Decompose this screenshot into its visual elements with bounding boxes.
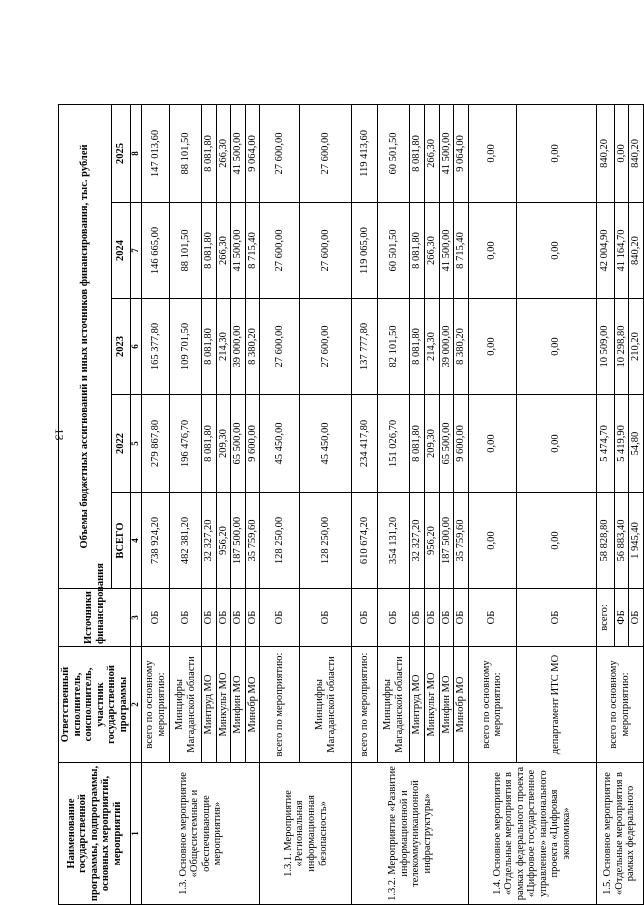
executor-cell: Минфин МО [231, 647, 246, 763]
year-amount-cell: 27 600,00 [300, 203, 352, 299]
year-amount-cell: 8 081,80 [410, 395, 425, 493]
executor-cell: Минобр МО [454, 647, 469, 763]
year-amount-cell: 42 004,90 [596, 203, 614, 299]
funding-source-cell: ОБ [142, 589, 170, 647]
activity-name-cell: 1.5. Основное мероприятие «Отдельные мероприятия в рамках федерального [596, 763, 643, 905]
year-amount-cell: 0,00 [468, 104, 516, 202]
year-amount-cell: 0,00 [516, 104, 596, 202]
year-amount-cell: 165 377,80 [142, 299, 170, 395]
year-amount-cell: 266,30 [425, 104, 440, 202]
executor-cell: Минцифры Магаданской области [300, 647, 352, 763]
year-amount-cell: 840,20 [629, 104, 644, 202]
year-amount-cell: 0,00 [516, 395, 596, 493]
year-amount-cell: 9 600,00 [245, 395, 260, 493]
year-amount-cell: 8 380,20 [454, 299, 469, 395]
year-amount-cell: 10 298,80 [614, 299, 629, 395]
column-number: 3 [131, 589, 142, 647]
total-amount-cell: 738 924,20 [142, 493, 170, 589]
year-amount-cell: 196 476,70 [170, 395, 202, 493]
total-amount-cell: 35 759,60 [245, 493, 260, 589]
year-amount-cell: 266,30 [216, 104, 231, 202]
executor-cell: всего по основному мероприятию: [142, 647, 170, 763]
column-number: 4 [131, 493, 142, 589]
rotated-table-container [58, 105, 642, 905]
year-amount-cell: 39 000,00 [439, 299, 454, 395]
table-row [352, 104, 378, 904]
year-amount-cell: 45 450,00 [300, 395, 352, 493]
year-amount-cell: 9 600,00 [454, 395, 469, 493]
year-amount-cell: 266,30 [216, 203, 231, 299]
activity-name-cell: 1.3. Основное мероприятие «Общесистемные и обеспечивающие мероприятия» [142, 763, 260, 905]
year-amount-cell: 41 500,00 [439, 104, 454, 202]
year-amount-cell: 27 600,00 [260, 104, 300, 202]
year-amount-cell: 60 501,50 [378, 104, 410, 202]
table-row [596, 104, 614, 904]
year-amount-cell: 8 715,40 [245, 203, 260, 299]
header-executor: Ответственный исполнитель, соисполнитель, участник государственной программы [59, 647, 131, 763]
funding-source-cell: ОБ [300, 589, 352, 647]
total-amount-cell: 354 131,20 [378, 493, 410, 589]
executor-cell: Минтруд МО [410, 647, 425, 763]
page-number: 13 [52, 428, 67, 441]
column-number: 7 [131, 203, 142, 299]
header-year-2022: 2022 [112, 395, 131, 493]
executor-cell: всего по мероприятию: [260, 647, 300, 763]
year-amount-cell: 119 413,60 [352, 104, 378, 202]
executor-cell: Минкульт МО [216, 647, 231, 763]
funding-source-cell: ОБ [245, 589, 260, 647]
year-amount-cell: 27 600,00 [260, 299, 300, 395]
executor-cell: всего по мероприятию: [352, 647, 378, 763]
header-year-2024: 2024 [112, 203, 131, 299]
year-amount-cell: 119 065,00 [352, 203, 378, 299]
column-number: 2 [131, 647, 142, 763]
column-number: 6 [131, 299, 142, 395]
funding-source-cell: ОБ [202, 589, 217, 647]
year-amount-cell: 0,00 [516, 203, 596, 299]
activity-name-cell: 1.4. Основное мероприятие «Отдельные мероприятия в рамках федерального проекта «Цифровое государственное управление» национального проекта «Цифровая экономика» [468, 763, 596, 905]
funding-source-cell: ОБ [439, 589, 454, 647]
activity-name-cell: 1.3.2. Мероприятие «Развитие информационной и телекоммуникационной инфраструктуры» [352, 763, 468, 905]
executor-cell: Минтруд МО [202, 647, 217, 763]
column-number: 1 [131, 763, 142, 905]
funding-source-cell: ОБ [468, 589, 516, 647]
total-amount-cell: 187 500,00 [439, 493, 454, 589]
year-amount-cell: 9 064,00 [245, 104, 260, 202]
funding-source-cell: ОБ [516, 589, 596, 647]
year-amount-cell: 210,20 [629, 299, 644, 395]
funding-source-cell: ОБ [410, 589, 425, 647]
year-amount-cell: 209,30 [425, 395, 440, 493]
year-amount-cell: 65 500,00 [231, 395, 246, 493]
funding-source-cell: ОБ [629, 589, 644, 647]
total-amount-cell: 956,20 [216, 493, 231, 589]
header-name: Наименование государственной программы, подпрограммы, основных мероприятий, мероприятий [59, 763, 131, 905]
year-amount-cell: 151 026,70 [378, 395, 410, 493]
year-amount-cell: 209,30 [216, 395, 231, 493]
year-amount-cell: 88 101,50 [170, 104, 202, 202]
funding-source-cell: ОБ [378, 589, 410, 647]
executor-cell: Минобр МО [245, 647, 260, 763]
year-amount-cell: 137 777,80 [352, 299, 378, 395]
year-amount-cell: 82 101,50 [378, 299, 410, 395]
executor-cell: Минцифры Магаданской области [170, 647, 202, 763]
year-amount-cell: 0,00 [468, 395, 516, 493]
executor-cell: всего по основному мероприятию: [596, 647, 643, 763]
total-amount-cell: 0,00 [516, 493, 596, 589]
table-row [468, 104, 516, 904]
year-amount-cell: 266,30 [425, 203, 440, 299]
year-amount-cell: 146 665,00 [142, 203, 170, 299]
year-amount-cell: 234 417,80 [352, 395, 378, 493]
year-amount-cell: 8 081,80 [410, 104, 425, 202]
year-amount-cell: 840,20 [596, 104, 614, 202]
column-number: 8 [131, 104, 142, 202]
year-amount-cell: 27 600,00 [260, 203, 300, 299]
table-row [260, 104, 300, 904]
year-amount-cell: 45 450,00 [260, 395, 300, 493]
year-amount-cell: 0,00 [468, 299, 516, 395]
year-amount-cell: 214,30 [425, 299, 440, 395]
year-amount-cell: 279 867,80 [142, 395, 170, 493]
executor-cell: департамент ИТС МО [516, 647, 596, 763]
funding-source-cell: ОБ [352, 589, 378, 647]
total-amount-cell: 32 327,20 [202, 493, 217, 589]
header-year-2025: 2025 [112, 104, 131, 202]
year-amount-cell: 0,00 [516, 299, 596, 395]
year-amount-cell: 8 081,80 [202, 395, 217, 493]
total-amount-cell: 128 250,00 [260, 493, 300, 589]
funding-source-cell: ОБ [216, 589, 231, 647]
year-amount-cell: 5 474,70 [596, 395, 614, 493]
year-amount-cell: 8 081,80 [202, 299, 217, 395]
year-amount-cell: 10 509,00 [596, 299, 614, 395]
total-amount-cell: 956,20 [425, 493, 440, 589]
header-volumes: Объемы бюджетных ассигнований и иных источников финансирования, тыс. рублей [59, 104, 112, 588]
year-amount-cell: 41 164,70 [614, 203, 629, 299]
total-amount-cell: 482 381,20 [170, 493, 202, 589]
year-amount-cell: 27 600,00 [300, 299, 352, 395]
total-amount-cell: 610 674,20 [352, 493, 378, 589]
year-amount-cell: 5 419,90 [614, 395, 629, 493]
year-amount-cell: 41 500,00 [439, 203, 454, 299]
total-amount-cell: 32 327,20 [410, 493, 425, 589]
year-amount-cell: 60 501,50 [378, 203, 410, 299]
total-amount-cell: 187 500,00 [231, 493, 246, 589]
total-amount-cell: 128 250,00 [300, 493, 352, 589]
year-amount-cell: 8 715,40 [454, 203, 469, 299]
year-amount-cell: 9 064,00 [454, 104, 469, 202]
year-amount-cell: 27 600,00 [300, 104, 352, 202]
year-amount-cell: 0,00 [614, 104, 629, 202]
total-amount-cell: 56 883,40 [614, 493, 629, 589]
year-amount-cell: 8 380,20 [245, 299, 260, 395]
header-source: Источники финансирования [59, 589, 131, 647]
year-amount-cell: 8 081,80 [202, 104, 217, 202]
year-amount-cell: 39 000,00 [231, 299, 246, 395]
funding-source-cell: ФБ [614, 589, 629, 647]
funding-source-cell: ОБ [425, 589, 440, 647]
total-amount-cell: 1 945,40 [629, 493, 644, 589]
year-amount-cell: 0,00 [468, 203, 516, 299]
year-amount-cell: 41 500,00 [231, 104, 246, 202]
year-amount-cell: 214,30 [216, 299, 231, 395]
executor-cell: Минкульт МО [425, 647, 440, 763]
year-amount-cell: 840,20 [629, 203, 644, 299]
executor-cell: Минцифры Магаданской области [378, 647, 410, 763]
column-number: 5 [131, 395, 142, 493]
year-amount-cell: 147 013,60 [142, 104, 170, 202]
budget-table [58, 104, 644, 905]
year-amount-cell: 41 500,00 [231, 203, 246, 299]
executor-cell: всего по основному мероприятию: [468, 647, 516, 763]
year-amount-cell: 8 081,80 [202, 203, 217, 299]
executor-cell: Минфин МО [439, 647, 454, 763]
header-total: ВСЕГО [112, 493, 131, 589]
funding-source-cell: всего: [596, 589, 614, 647]
year-amount-cell: 54,80 [629, 395, 644, 493]
total-amount-cell: 0,00 [468, 493, 516, 589]
year-amount-cell: 65 500,00 [439, 395, 454, 493]
total-amount-cell: 35 759,60 [454, 493, 469, 589]
year-amount-cell: 8 081,80 [410, 203, 425, 299]
table-row [142, 104, 170, 904]
total-amount-cell: 58 828,80 [596, 493, 614, 589]
funding-source-cell: ОБ [231, 589, 246, 647]
funding-source-cell: ОБ [454, 589, 469, 647]
year-amount-cell: 109 701,50 [170, 299, 202, 395]
year-amount-cell: 8 081,80 [410, 299, 425, 395]
header-year-2023: 2023 [112, 299, 131, 395]
year-amount-cell: 88 101,50 [170, 203, 202, 299]
table-body [142, 104, 643, 904]
funding-source-cell: ОБ [260, 589, 300, 647]
funding-source-cell: ОБ [170, 589, 202, 647]
activity-name-cell: 1.3.1. Мероприятие «Региональная информационная безопасность» [260, 763, 352, 905]
